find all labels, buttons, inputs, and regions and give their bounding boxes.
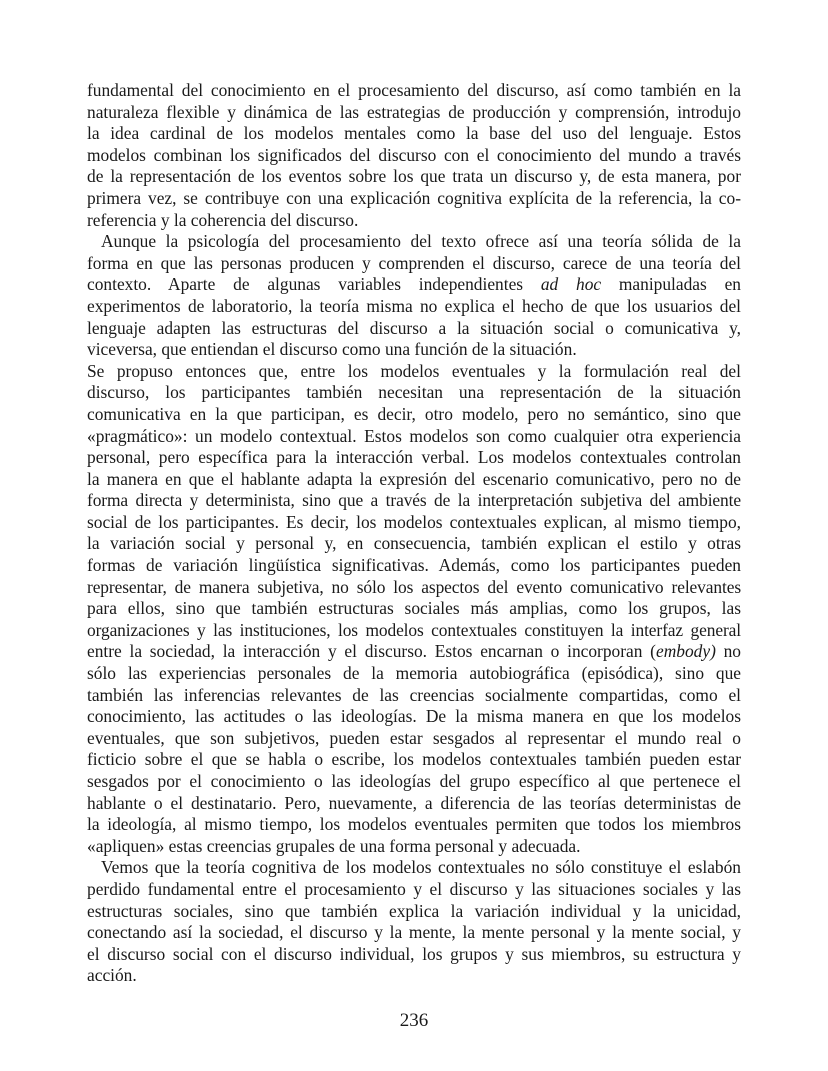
paragraph-3 — [87, 361, 741, 858]
text-line: estructuras sociales, sino que también explica la variación individual y la unicidad, — [87, 900, 741, 921]
text-line: el discurso social con el discurso individual, los grupos y sus miembros, su estructura y — [87, 943, 741, 964]
text-line: eventuales, que son subjetivos, pueden estar sesgados al representar el mundo real o — [87, 727, 741, 748]
text-line: ficticio sobre el que se habla o escribe, los modelos contextuales también pueden estar — [87, 749, 741, 770]
text-line: «apliquen» estas creencias grupales de una forma personal y adecuada. — [87, 835, 581, 856]
paragraph-4 — [87, 857, 741, 987]
text-line: Aunque la psicología del procesamiento del texto ofrece así una teoría sólida de la — [101, 231, 741, 252]
text-line: formas de variación lingüística significativas. Además, como los participantes pueden — [87, 555, 741, 576]
text-line: Vemos que la teoría cognitiva de los modelos contextuales no sólo constituye el eslabón — [101, 857, 741, 878]
text-line: personal, pero específica para la interacción verbal. Los modelos contextuales controlan — [87, 447, 741, 468]
paragraph-2 — [87, 231, 741, 361]
italic-term: ad hoc — [540, 274, 602, 295]
text-line: de la representación de los eventos sobre los que trata un discurso y, de esta manera, por — [87, 166, 741, 187]
text-line: social de los participantes. Es decir, los modelos contextuales explican, al mismo tiempo, — [87, 511, 741, 532]
text-line: viceversa, que entiendan el discurso como una función de la situación. — [87, 339, 577, 360]
text-line: organizaciones y las instituciones, los modelos contextuales constituyen la interfaz general — [87, 619, 741, 640]
text-line: hablante o el destinatario. Pero, nuevamente, a diferencia de las teorías deterministas de — [87, 792, 741, 813]
text-line: forma directa y determinista, sino que a través de la interpretación subjetiva del ambiente — [87, 490, 741, 511]
text-line: representar, de manera subjetiva, no sólo los aspectos del evento comunicativo relevantes — [87, 576, 741, 597]
text-line: Se propuso entonces que, entre los modelos eventuales y la formulación real del — [87, 360, 741, 381]
text-line-with-italic — [87, 274, 741, 296]
text-segment: contexto. Aparte de algunas variables independientes — [87, 274, 541, 295]
text-segment: no — [715, 641, 741, 662]
page-body — [87, 80, 741, 987]
text-line: también las inferencias relevantes de las creencias socialmente compartidas, como el — [87, 684, 741, 705]
text-line: perdido fundamental entre el procesamiento y el discurso y las situaciones sociales y las — [87, 878, 741, 899]
text-line: naturaleza flexible y dinámica de las estrategias de producción y comprensión, introdujo — [87, 101, 741, 122]
text-line: discurso, los participantes también necesitan una representación de la situación — [87, 382, 741, 403]
text-line: fundamental del conocimiento en el procesamiento del discurso, así como también en la — [87, 80, 741, 100]
text-line: acción. — [87, 965, 137, 986]
text-line-with-italic — [87, 641, 741, 663]
text-line: referencia y la coherencia del discurso. — [87, 209, 359, 230]
page-number: 236 — [399, 1010, 429, 1031]
text-line: sólo las experiencias personales de la memoria autobiográfica (episódica), sino que — [87, 663, 741, 684]
text-line: para ellos, sino que también estructuras sociales más amplias, como los grupos, las — [87, 598, 741, 619]
paragraph-1 — [87, 80, 741, 231]
text-line: conocimiento, las actitudes o las ideologías. De la misma manera en que los modelos — [87, 706, 741, 727]
text-segment: manipuladas en — [601, 274, 741, 295]
text-line: primera vez, se contribuye con una explicación cognitiva explícita de la referencia, la co- — [87, 187, 741, 208]
text-line: modelos combinan los significados del discurso con el conocimiento del mundo a través — [87, 144, 741, 165]
italic-term: embody) — [655, 641, 716, 662]
text-line: la manera en que el hablante adapta la expresión del escenario comunicativo, pero no de — [87, 468, 741, 489]
text-line: la variación social y personal y, en consecuencia, también explican el estilo y otras — [87, 533, 741, 554]
text-line: sesgados por el conocimiento o las ideologías del grupo específico al que pertenece el — [87, 771, 741, 791]
text-line: forma en que las personas producen y comprenden el discurso, carece de una teoría del — [87, 252, 741, 273]
text-line: experimentos de laboratorio, la teoría misma no explica el hecho de que los usuarios del — [87, 295, 741, 316]
text-line: comunicativa en la que participan, es decir, otro modelo, pero no semántico, sino que — [87, 403, 741, 424]
text-line: lenguaje adapten las estructuras del discurso a la situación social o comunicativa y, — [87, 317, 741, 338]
text-line: «pragmático»: un modelo contextual. Estos modelos son como cualquier otra experiencia — [87, 425, 741, 446]
text-line: la idea cardinal de los modelos mentales como la base del uso del lenguaje. Estos — [87, 123, 741, 144]
text-line: conectando así la sociedad, el discurso y la mente, la mente personal y la mente social, y — [87, 922, 741, 943]
text-segment: entre la sociedad, la interacción y el discurso. Estos encarnan o incorporan ( — [87, 641, 656, 662]
text-line: la ideología, al mismo tiempo, los modelos eventuales permiten que todos los miembros — [87, 814, 741, 835]
